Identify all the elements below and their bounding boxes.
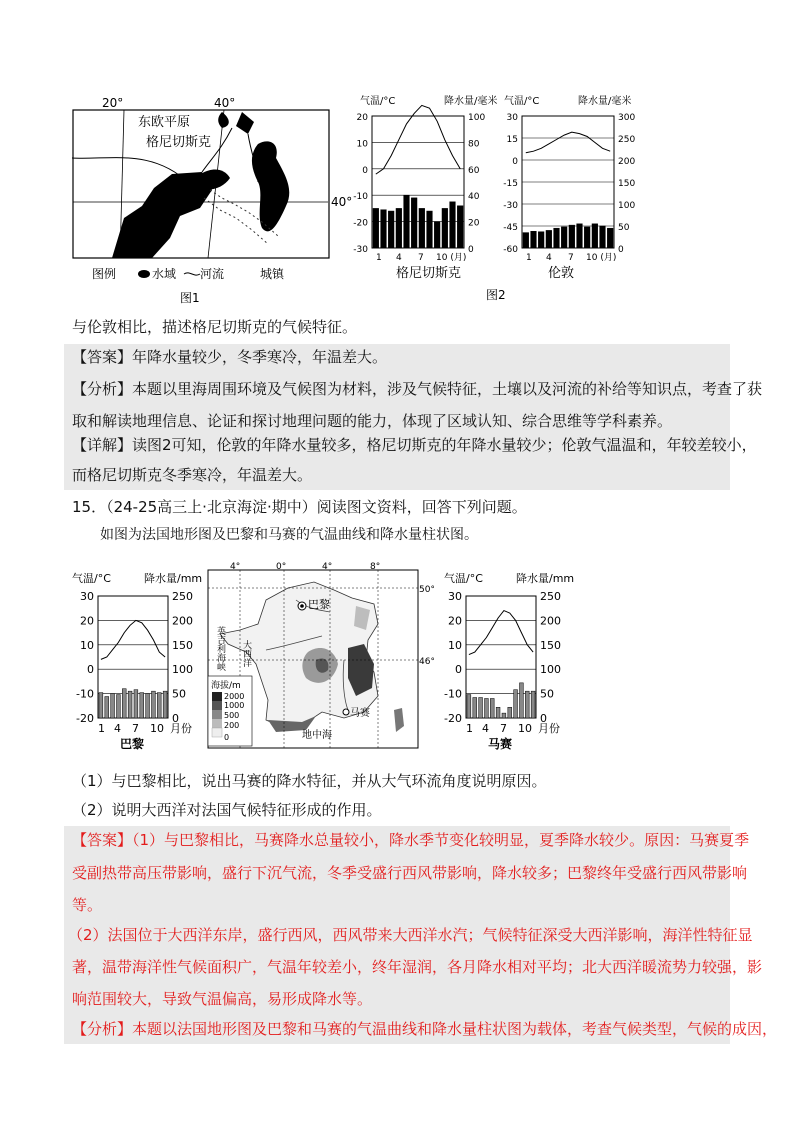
precip-bar (152, 691, 156, 718)
chart-genichesk (353, 105, 485, 263)
precip-bar (584, 227, 590, 248)
precip-tick-label: 250 (618, 135, 636, 145)
temp-tick-label: 10 (448, 638, 462, 652)
paris-map-label: 巴黎 (308, 598, 330, 611)
precip-tick-label: 100 (618, 201, 636, 211)
q14-detail-line (72, 434, 757, 456)
legend-label: 图例 (92, 267, 117, 281)
paris-marker-dot (300, 604, 304, 608)
legend-town-label: 城镇 (260, 267, 285, 281)
q14-answer (72, 346, 387, 368)
elevation-value: 200 (224, 721, 240, 730)
temp-tick-label: 15 (506, 135, 518, 145)
lon-4w-label: 4° (230, 562, 241, 572)
precip-tick-label: 250 (172, 590, 193, 603)
answer-tag: 【答案】 (72, 831, 133, 849)
elevation-legend-title: 海拔/m (211, 681, 241, 691)
precip-tick-label: 100 (468, 113, 486, 123)
temp-tick-label: 0 (87, 663, 94, 677)
month-tick-label: 7 (500, 722, 507, 735)
precip-bar (554, 228, 560, 248)
right-station-name: 伦敦 (548, 266, 575, 281)
month-tick-label: 7 (568, 253, 574, 263)
marseille-map-label: 马赛 (350, 708, 370, 719)
paris-plot (76, 590, 193, 735)
month-tick-label: 1 (466, 722, 473, 735)
precip-bar (577, 224, 583, 248)
precip-tick-label: 80 (468, 139, 480, 150)
precip-bar (117, 695, 121, 718)
precip-tick-label: 50 (172, 687, 186, 701)
temp-tick-label: 0 (455, 663, 462, 677)
marseille-marker (343, 709, 349, 715)
q15-answer-line: 著，温带海洋性气候面积广，气温年较差小，终年湿润，各月降水相对平均；北大西洋暖流势力较强，影 (72, 958, 763, 976)
temp-curve (526, 132, 610, 153)
legend-water-symbol (138, 270, 150, 278)
temp-tick-label: 30 (448, 590, 462, 603)
figure-2-caption: 图2 (486, 288, 506, 302)
detail-text: 读图2可知，伦敦的年降水量较多，格尼切斯克的年降水量较少；伦敦气温温和，年较差较小， (132, 436, 757, 454)
legend-water-label: 水域 (152, 267, 177, 281)
right-temp-axis-label: 气温/°C (504, 96, 540, 107)
temp-curve (101, 620, 165, 659)
month-tick-label: 4 (482, 722, 489, 735)
precip-tick-label: 60 (468, 165, 480, 176)
chart-london (503, 113, 635, 263)
temp-tick-label: 20 (356, 113, 368, 123)
precip-bar (473, 698, 477, 718)
temp-tick-label: 10 (80, 638, 94, 652)
figure-2-svg (352, 94, 642, 310)
precip-tick-label: 150 (618, 179, 636, 189)
month-tick-label: 10 (518, 722, 532, 735)
month-tick-label: 10 (150, 722, 164, 735)
elevation-swatch (212, 701, 222, 710)
elevation-swatch (212, 692, 222, 701)
precip-bar (427, 211, 433, 248)
lon-20-label: 20° (102, 98, 124, 110)
precip-bar (105, 697, 109, 718)
legend-river-symbol (184, 273, 200, 275)
temp-tick-label: -10 (76, 687, 94, 701)
answer-text: 年降水量较少，冬季寒冷，年温差大。 (132, 348, 388, 366)
precip-tick-label: 50 (540, 687, 554, 701)
precip-bar (396, 208, 402, 248)
temp-tick-label: -15 (503, 179, 518, 189)
precip-tick-label: 250 (540, 590, 561, 603)
precip-bar (607, 228, 613, 248)
temp-tick-label: -10 (444, 687, 462, 701)
paris-chart (70, 570, 210, 752)
month-tick-label: 10 (月) (586, 253, 617, 263)
map-svg (72, 98, 352, 308)
left-precip-axis-label: 降水量/毫米 (444, 96, 498, 107)
month-tick-label: 1 (98, 722, 105, 735)
precip-bar (388, 211, 394, 248)
analysis-tag: 【分析】 (72, 1020, 133, 1038)
precip-tick-label: 40 (468, 192, 480, 203)
precip-bar (442, 208, 448, 248)
lon-0-label: 0° (276, 562, 287, 572)
precip-bar (128, 691, 132, 718)
lon-40-label: 40° (214, 98, 236, 110)
month-tick-label: 1 (376, 253, 382, 263)
month-tick-label: 4 (114, 722, 121, 735)
precip-tick-label: 100 (172, 663, 193, 677)
temp-tick-label: -45 (503, 223, 518, 233)
elevation-value: 2000 (224, 692, 245, 701)
month-tick-label: 4 (546, 253, 552, 263)
precip-tick-label: 150 (540, 638, 561, 652)
q15-answer-line: （2）法国位于大西洋东岸，盛行西风，西风带来大西洋水汽；气候特征深受大西洋影响，海洋性特征显 (68, 926, 753, 944)
precip-bar (381, 210, 387, 248)
temp-tick-label: 20 (80, 614, 94, 628)
precip-bar (419, 208, 425, 248)
paris-precip-axis-label: 降水量/mm (144, 572, 203, 585)
temp-tick-label: 0 (512, 157, 518, 167)
precip-bar (99, 693, 103, 718)
precip-tick-label: 300 (618, 113, 636, 123)
ocean-label: 大西洋 (241, 640, 251, 667)
marseille-precip-axis-label: 降水量/mm (516, 572, 575, 585)
precip-bar (157, 693, 161, 718)
elevation-swatch (212, 719, 222, 728)
q14-analysis-line (72, 378, 762, 400)
plain-label: 东欧平原 (138, 115, 191, 130)
q15-header: 15．（24-25高三上·北京海淀·期中）阅读图文资料，回答下列问题。 (72, 498, 527, 516)
precip-bar (467, 695, 471, 718)
precip-bar (146, 694, 150, 718)
temp-tick-label: -20 (444, 712, 462, 725)
q14-question: 与伦敦相比，描述格尼切斯克的气候特征。 (72, 318, 358, 336)
month-tick-label: 7 (418, 253, 424, 263)
precip-tick-label: 50 (618, 223, 630, 233)
precip-bar (600, 226, 606, 248)
precip-bar (531, 691, 535, 718)
temp-tick-label: 30 (506, 113, 518, 123)
precip-bar (592, 224, 598, 248)
lon-4e-label: 4° (322, 562, 333, 572)
elevation-value: 500 (224, 711, 240, 720)
precip-bar (404, 195, 410, 248)
lon-8e-label: 8° (370, 562, 381, 572)
temp-tick-label: -60 (503, 245, 518, 255)
precip-tick-label: 0 (540, 712, 547, 725)
precip-tick-label: 200 (540, 614, 561, 628)
lat-46-label: 46° (419, 657, 434, 667)
precip-tick-label: 0 (172, 712, 179, 725)
precip-tick-label: 200 (172, 614, 193, 628)
q15-analysis-line (72, 1018, 777, 1040)
precip-bar (561, 227, 567, 248)
temp-tick-label: -20 (76, 712, 94, 725)
answer-tag: 【答案】 (72, 348, 133, 366)
marseille-plot (444, 590, 561, 735)
temp-tick-label: 30 (80, 590, 94, 603)
temp-tick-label: -30 (353, 245, 368, 255)
temp-tick-label: -20 (353, 218, 368, 229)
precip-tick-label: 0 (468, 245, 474, 255)
figure-1-caption: 图1 (180, 291, 200, 305)
precip-tick-label: 200 (618, 157, 636, 167)
month-tick-label: 月份 (170, 722, 192, 735)
lat-40-label: 40° (331, 195, 352, 209)
sea-label: 地中海 (302, 730, 332, 741)
elevation-value: 1000 (224, 701, 245, 710)
q15-answer-line (72, 829, 749, 851)
q15-answer-line: 响范围较大，导致气温偏高，易形成降水等。 (72, 990, 373, 1008)
uk-label: 英吉利海峡 (215, 626, 225, 671)
q14-detail-line: 而格尼切斯克冬季寒冷，年温差大。 (72, 466, 313, 484)
month-tick-label: 10 (月) (436, 253, 467, 263)
left-temp-axis-label: 气温/°C (360, 96, 396, 107)
precip-bar (111, 694, 115, 718)
precip-bar (140, 693, 144, 718)
analysis-text: 本题以里海周围环境及气候图为材料，涉及气候特征，土壤以及河流的补给等知识点，考查了获 (132, 380, 763, 398)
month-tick-label: 4 (396, 253, 402, 263)
temp-curve (469, 611, 533, 655)
q15-sub2: （2）说明大西洋对法国气候特征形成的作用。 (72, 801, 382, 819)
q14-analysis-line: 取和解读地理信息、论证和探讨地理问题的能力，体现了区域认知、综合思维等学科素养。 (72, 412, 673, 430)
precip-tick-label: 0 (618, 245, 624, 255)
detail-tag: 【详解】 (72, 436, 133, 454)
precip-bar (531, 231, 537, 248)
marseille-chart (436, 570, 586, 752)
precip-bar (434, 222, 440, 248)
analysis-text: 本题以法国地形图及巴黎和马赛的气温曲线和降水量柱状图为载体，考查气候类型，气候的成因， (132, 1020, 778, 1038)
precip-bar (496, 707, 500, 718)
france-map-svg (206, 560, 434, 752)
q15-answer-line: 等。 (72, 896, 103, 914)
precip-bar (450, 202, 456, 248)
elevation-value: 0 (224, 733, 230, 742)
precip-bar (373, 208, 379, 248)
precip-bar (479, 698, 483, 718)
analysis-tag: 【分析】 (72, 380, 133, 398)
q15-sub1: （1）与巴黎相比，说出马赛的降水特征，并从大气环流角度说明原因。 (72, 772, 547, 790)
precip-bar (569, 225, 575, 248)
marseille-station-name: 马赛 (488, 737, 513, 751)
month-tick-label: 1 (526, 253, 532, 263)
elevation-swatch (212, 728, 222, 737)
precip-bar (457, 206, 463, 248)
france-map (206, 560, 434, 752)
elevation-swatch (212, 710, 222, 719)
precip-bar (490, 698, 494, 718)
precip-bar (546, 230, 552, 248)
precip-bar (122, 689, 126, 718)
paris-chart-svg (70, 570, 210, 752)
figure-2-charts (352, 94, 642, 310)
legend-river-label: 河流 (200, 267, 225, 281)
precip-tick-label: 150 (172, 638, 193, 652)
marseille-temp-axis-label: 气温/°C (444, 572, 483, 585)
precip-bar (411, 198, 417, 248)
temp-tick-label: -10 (353, 192, 368, 203)
precip-bar (502, 713, 506, 718)
answer-text: （1）与巴黎相比，马赛降水总量较小，降水季节变化较明显，夏季降水较少。原因：马赛夏季 (132, 831, 750, 849)
precip-bar (525, 691, 529, 718)
paris-station-name: 巴黎 (120, 737, 145, 751)
right-precip-axis-label: 降水量/毫米 (578, 96, 632, 107)
figure-1-map (72, 98, 352, 308)
precip-bar (520, 683, 524, 718)
temp-tick-label: 10 (356, 139, 368, 150)
marseille-chart-svg (436, 570, 586, 752)
town-marker (202, 174, 207, 179)
precip-bar (523, 233, 529, 248)
precip-bar (514, 690, 518, 718)
precip-bar (508, 707, 512, 718)
month-tick-label: 月份 (538, 722, 560, 735)
precip-tick-label: 20 (468, 218, 480, 229)
precip-bar (134, 690, 138, 718)
precip-bar (538, 232, 544, 248)
precip-bar (163, 691, 167, 718)
paris-temp-axis-label: 气温/°C (72, 572, 111, 585)
city-label: 格尼切斯克 (146, 135, 212, 150)
q15-answer-line: 受副热带高压带影响，盛行下沉气流，冬季受盛行西风带影响，降水较多；巴黎终年受盛行西风带影响 (72, 864, 748, 882)
q15-intro: 如图为法国地形图及巴黎和马赛的气温曲线和降水量柱状图。 (100, 527, 478, 543)
temp-tick-label: 20 (448, 614, 462, 628)
left-station-name: 格尼切斯克 (396, 266, 462, 281)
precip-bar (485, 698, 489, 718)
precip-tick-label: 100 (540, 663, 561, 677)
lat-50-label: 50° (419, 585, 434, 595)
temp-tick-label: -30 (503, 201, 518, 211)
temp-tick-label: 0 (362, 165, 368, 176)
month-tick-label: 7 (132, 722, 139, 735)
